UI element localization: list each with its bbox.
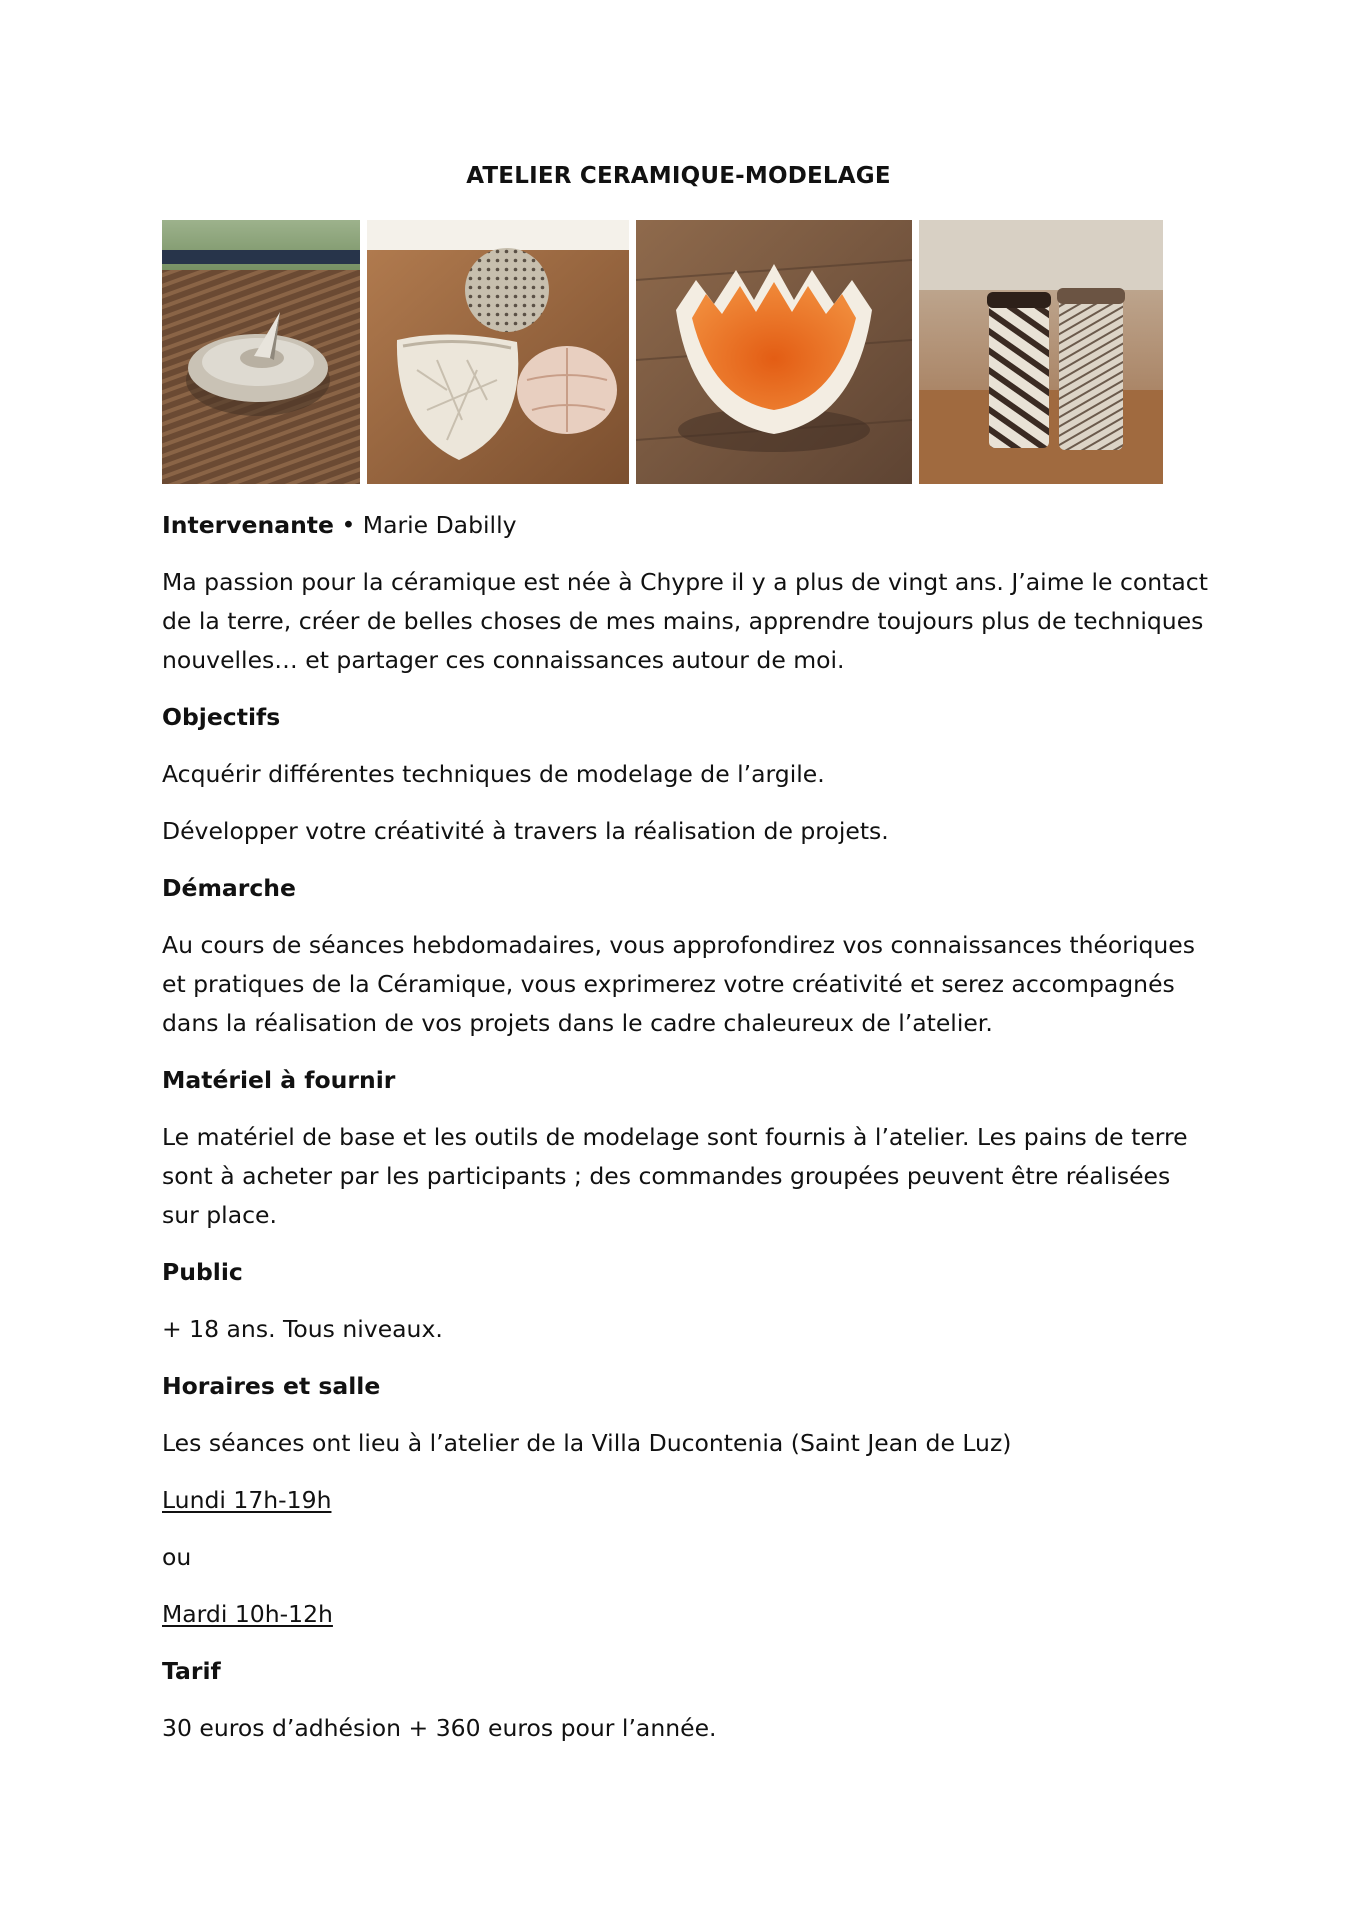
horaires-paragraph: Les séances ont lieu à l’atelier de la Villa Ducontenia (Saint Jean de Luz) (162, 1429, 1012, 1457)
ceramic-sundial-photo (162, 220, 360, 484)
objectifs-heading: Objectifs (162, 703, 281, 731)
ceramic-jars-photo (919, 220, 1163, 484)
materiel-paragraph: Le matériel de base et les outils de modelage sont fournis à l’atelier. Les pains de terre sont à acheter par les participants ; des commandes groupées peuvent être réalisées sur place. (162, 1123, 1188, 1229)
tarif-paragraph: 30 euros d’adhésion + 360 euros pour l’année. (162, 1714, 717, 1742)
schedule-or: ou (162, 1543, 192, 1571)
page-title: ATELIER CERAMIQUE-MODELAGE (466, 163, 891, 189)
schedule-monday: Lundi 17h-19h (162, 1486, 332, 1514)
bio-paragraph: Ma passion pour la céramique est née à Chypre il y a plus de vingt ans. J’aime le contact de la terre, créer de belles choses de mes mains, apprendre toujours plus de techniques nouvelles… et partager ces connaissances autour de moi. (162, 568, 1208, 674)
demarche-heading: Démarche (162, 874, 296, 902)
demarche-paragraph: Au cours de séances hebdomadaires, vous approfondirez vos connaissances théoriques et pratiques de la Céramique, vous exprimerez votre créativité et serez accompagnés dans la réalisation de vos projets dans le cadre chaleureux de l’atelier. (162, 931, 1196, 1037)
materiel-heading: Matériel à fournir (162, 1066, 396, 1094)
intervenante-label: Intervenante (162, 511, 334, 539)
intervenante-name: Marie Dabilly (362, 511, 517, 539)
ceramic-bowls-photo (367, 220, 629, 484)
tarif-heading: Tarif (162, 1657, 221, 1685)
intervenante-line (162, 506, 1212, 545)
objectif-item: Développer votre créativité à travers la réalisation de projets. (162, 817, 889, 845)
public-paragraph: + 18 ans. Tous niveaux. (162, 1315, 443, 1343)
document-content (162, 506, 1212, 1748)
public-heading: Public (162, 1258, 243, 1286)
schedule-tuesday: Mardi 10h-12h (162, 1600, 333, 1628)
orange-bowl-photo (636, 220, 912, 484)
intervenante-separator: • (333, 511, 363, 539)
objectif-item: Acquérir différentes techniques de modelage de l’argile. (162, 760, 825, 788)
horaires-heading: Horaires et salle (162, 1372, 381, 1400)
